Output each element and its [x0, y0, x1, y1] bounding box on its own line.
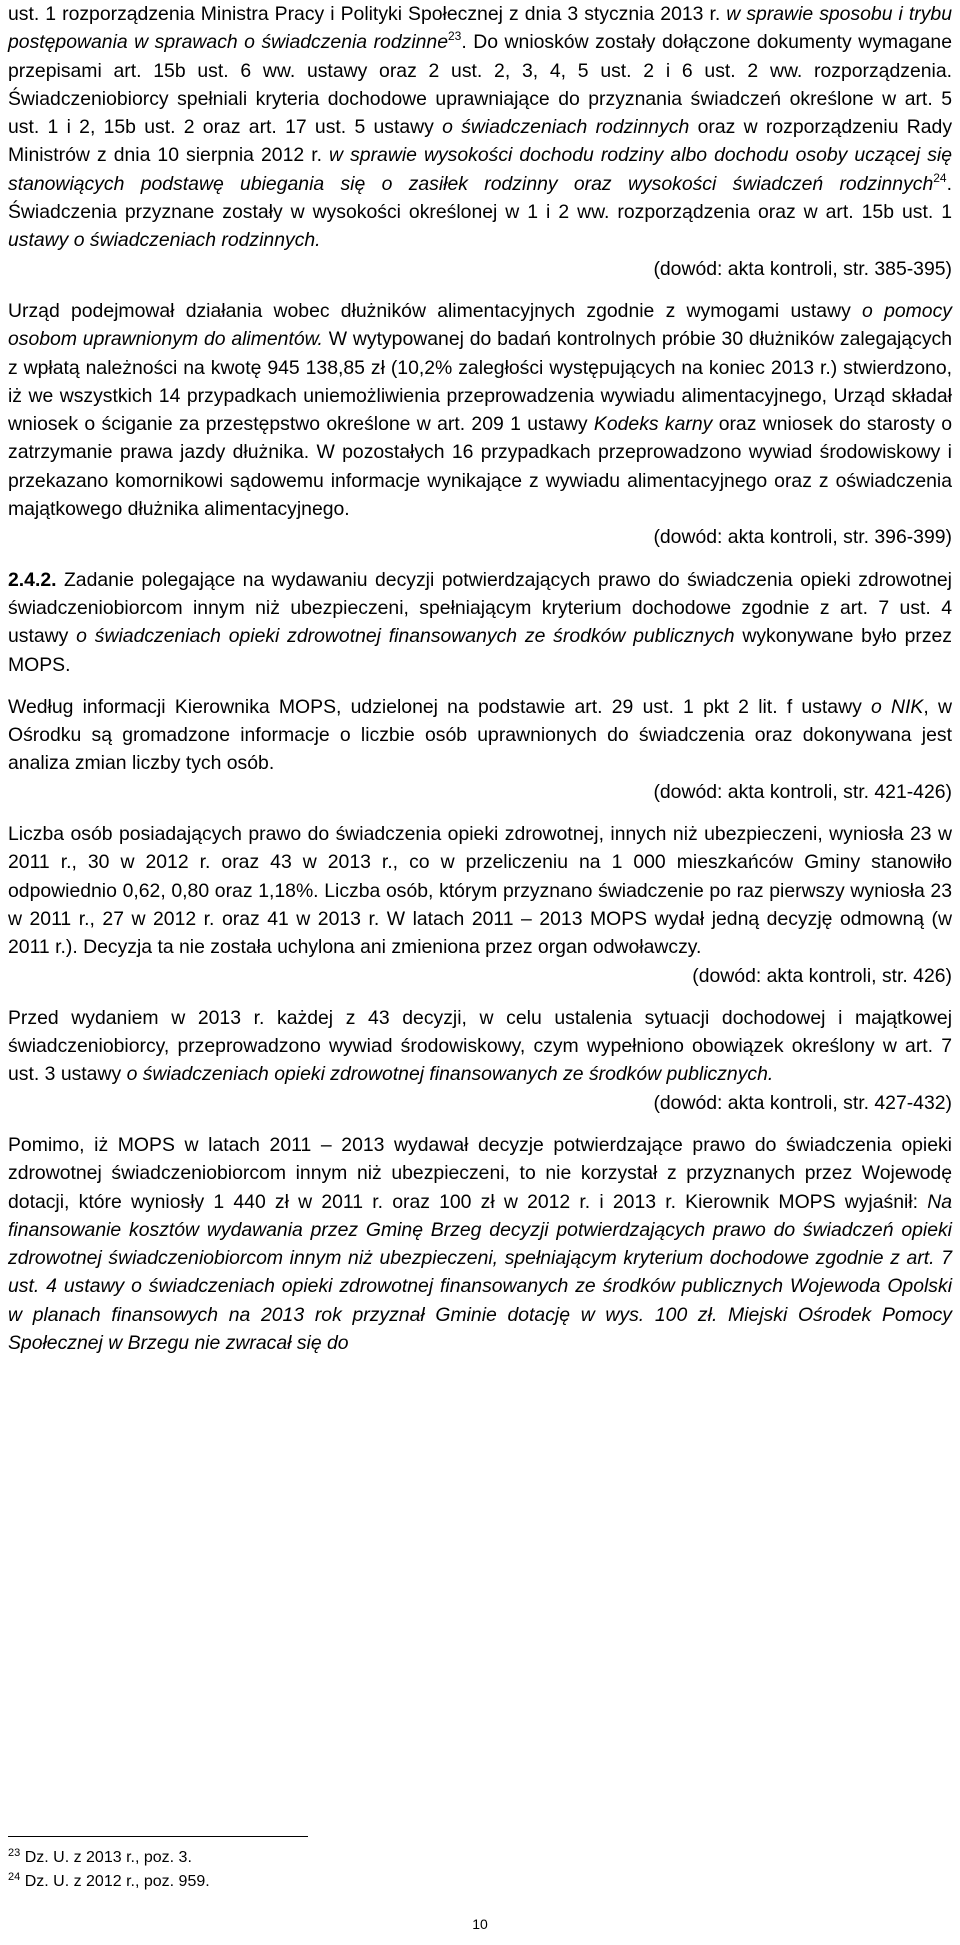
act-title: Kodeks karny — [593, 413, 713, 436]
paragraph-mops-information — [8, 693, 952, 778]
footnote-24 — [8, 1870, 608, 1894]
text-run: oraz w rozporządzeniu Rady Ministrów z dnia 10 sierpnia 2012 r. — [8, 116, 953, 167]
document-body — [8, 0, 952, 1357]
text-run: . Do wniosków zostały dołączone dokumenty wymagane przepisami art. 15b ust. 6 ww. ustawy oraz 2 ust. 2, 3, 4, 5 ust. 2 i 6 ust. 2 ww. rozporządzenia. Świadczeniobiorcy spełniali kryteria dochodowe uprawniające do przyznania świadczeń określone w art. 5 ust. 1 i 2, 15b ust. 2 oraz art. 17 ust. 5 ustawy — [8, 31, 952, 139]
footnote-ref-23: 23 — [447, 29, 462, 44]
footnotes — [8, 1846, 608, 1894]
paragraph-section-2-4-2 — [8, 566, 952, 679]
text-run: wykonywane było przez MOPS. — [8, 625, 952, 676]
text-run: Według informacji Kierownika MOPS, udzielonej na podstawie art. 29 ust. 1 pkt 2 lit. f ustawy — [8, 695, 872, 718]
text-run: ust. 1 rozporządzenia Ministra Pracy i Polityki Społecznej z dnia 3 stycznia 2013 r. — [8, 3, 727, 25]
act-title: o świadczeniach opieki zdrowotnej finansowanych ze środków publicznych — [76, 625, 735, 648]
text-run: Przed wydaniem w 2013 r. każdej z 43 decyzji, w celu ustalenia sytuacji dochodowej i majątkowej świadczeniobiorcy, przeprowadzono wywiad środowiskowy, czym wypełniono obowiązek określony w art. 7 ust. 3 ustawy — [8, 1006, 952, 1086]
page-number: 10 — [472, 1916, 488, 1932]
paragraph-benefits-decisions — [8, 0, 952, 255]
footnote-number: 23 — [8, 1847, 21, 1859]
text-run: . Świadczenia przyznane zostały w wysokości określonej w 1 i 2 ww. rozporządzenia oraz w art. 15b ust. 1 — [8, 172, 952, 224]
footnote-23 — [8, 1846, 608, 1870]
evidence-reference: (dowód: akta kontroli, str. 396-399) — [653, 526, 952, 549]
act-title: o świadczeniach opieki zdrowotnej finansowanych ze środków publicznych. — [126, 1063, 774, 1086]
evidence-reference: (dowód: akta kontroli, str. 421-426) — [653, 780, 952, 803]
regulation-title: w sprawie wysokości dochodu rodziny albo dochodu osoby uczącej się stanowiących podstawę ubiegania się o zasiłek rodzinny oraz wysokości świadczeń rodzinnych — [8, 144, 952, 195]
footnote-ref-24: 24 — [933, 170, 947, 185]
evidence-reference: (dowód: akta kontroli, str. 427-432) — [653, 1091, 952, 1114]
text-run: Pomimo, iż MOPS w latach 2011 – 2013 wydawał decyzje potwierdzające prawo do świadczenia opieki zdrowotnej świadczeniobiorcom innym niż ubezpieczeni, to nie korzystał z przyznanych przez Wojewodę dotacji, które wyniosły 1 440 zł w 2011 r. oraz 100 zł w 2012 r. i 2013 r. Kierownik MOPS wyjaśnił: — [8, 1133, 952, 1213]
text-run: oraz wniosek do starosty o zatrzymanie prawa jazdy dłużnika. W pozostałych 16 przypadkach przeprowadzono wywiad środowiskowy i przekazano komornikowi sądowemu informacje wynikające z wywiadu alimentacyjnego oraz z oświadczenia majątkowego dłużnika alimentacyjnego. — [8, 413, 953, 521]
text-run: W wytypowanej do badań kontrolnych próbie 30 dłużników zalegających z wpłatą należności na kwotę 945 138,85 zł (10,2% zaległości występujących na koniec 2013 r.) stwierdzono, iż we wszystkich 14 przypadkach uniemożliwienia przeprowadzenia wywiadu alimentacyjnego, Urząd składał wniosek o ściganie za przestępstwo określone w art. 209 1 ustawy — [8, 328, 953, 436]
paragraph-eligible-persons — [8, 820, 952, 961]
footnote-text: Dz. U. z 2013 r., poz. 3. — [20, 1849, 192, 1866]
text-run: Urząd podejmował działania wobec dłużników alimentacyjnych zgodnie z wymogami ustawy — [8, 299, 863, 322]
text-run: , w Ośrodku są gromadzone informacje o liczbie osób uprawnionych do świadczenia oraz dokonywana jest analiza zmian liczby tych osób. — [8, 695, 952, 775]
text-run: Zadanie polegające na wydawaniu decyzji potwierdzających prawo do świadczenia opieki zdrowotnej świadczeniobiorcom innym niż ubezpieczeni, spełniającym kryterium dochodowe zgodnie z art. 7 ust. 4 ustawy — [8, 568, 952, 648]
section-number: 2.4.2. — [8, 568, 57, 591]
quoted-explanation: Na finansowanie kosztów wydawania przez Gminę Brzeg decyzji potwierdzających prawo do świadczeń opieki zdrowotnej świadczeniobiorcom innym niż ubezpieczeni, spełniającym kryterium dochodowe zgodnie z art. 7 ust. 4 ustawy o świadczeniach opieki zdrowotnej finansowanych ze środków publicznych Wojewoda Opolski w planach finansowych na 2013 rok przyznał Gminie dotację w wys. 100 zł. Miejski Ośrodek Pomocy Społecznej w Brzegu nie zwracał się do — [8, 1190, 952, 1355]
footnote-text: Dz. U. z 2012 r., poz. 959. — [20, 1873, 210, 1890]
evidence-reference: (dowód: akta kontroli, str. 426) — [692, 964, 952, 987]
paragraph-community-interview — [8, 1004, 952, 1089]
paragraph-subsidies — [8, 1131, 952, 1357]
paragraph-alimony-debtors — [8, 297, 952, 523]
act-title: o pomocy osobom uprawnionym do alimentów. — [8, 299, 952, 351]
act-title: o świadczeniach rodzinnych — [442, 116, 690, 139]
evidence-reference: (dowód: akta kontroli, str. 385-395) — [653, 257, 952, 280]
act-title: o NIK — [871, 695, 924, 718]
regulation-title: w sprawie sposobu i trybu postępowania w sprawach o świadczenia rodzinne — [8, 3, 952, 54]
footnote-number: 24 — [8, 1871, 21, 1883]
act-title: ustawy o świadczeniach rodzinnych. — [8, 229, 321, 252]
text-run: Liczba osób posiadających prawo do świadczenia opieki zdrowotnej, innych niż ubezpieczeni, wyniosła 23 w 2011 r., 30 w 2012 r. oraz 43 w 2013 r., co w przeliczeniu na 1 000 mieszkańców Gminy stanowiło odpowiednio 0,62, 0,80 oraz 1,18%. Liczba osób, którym przyznano świadczenie po raz pierwszy wyniosła 23 w 2011 r., 27 w 2012 r. oraz 41 w 2013 r. W latach 2011 – 2013 MOPS wydał jedną decyzję odmowną (w 2011 r.). Decyzja ta nie została uchylona ani zmieniona przez organ odwoławczy. — [8, 823, 952, 959]
footnote-separator — [8, 1836, 308, 1837]
